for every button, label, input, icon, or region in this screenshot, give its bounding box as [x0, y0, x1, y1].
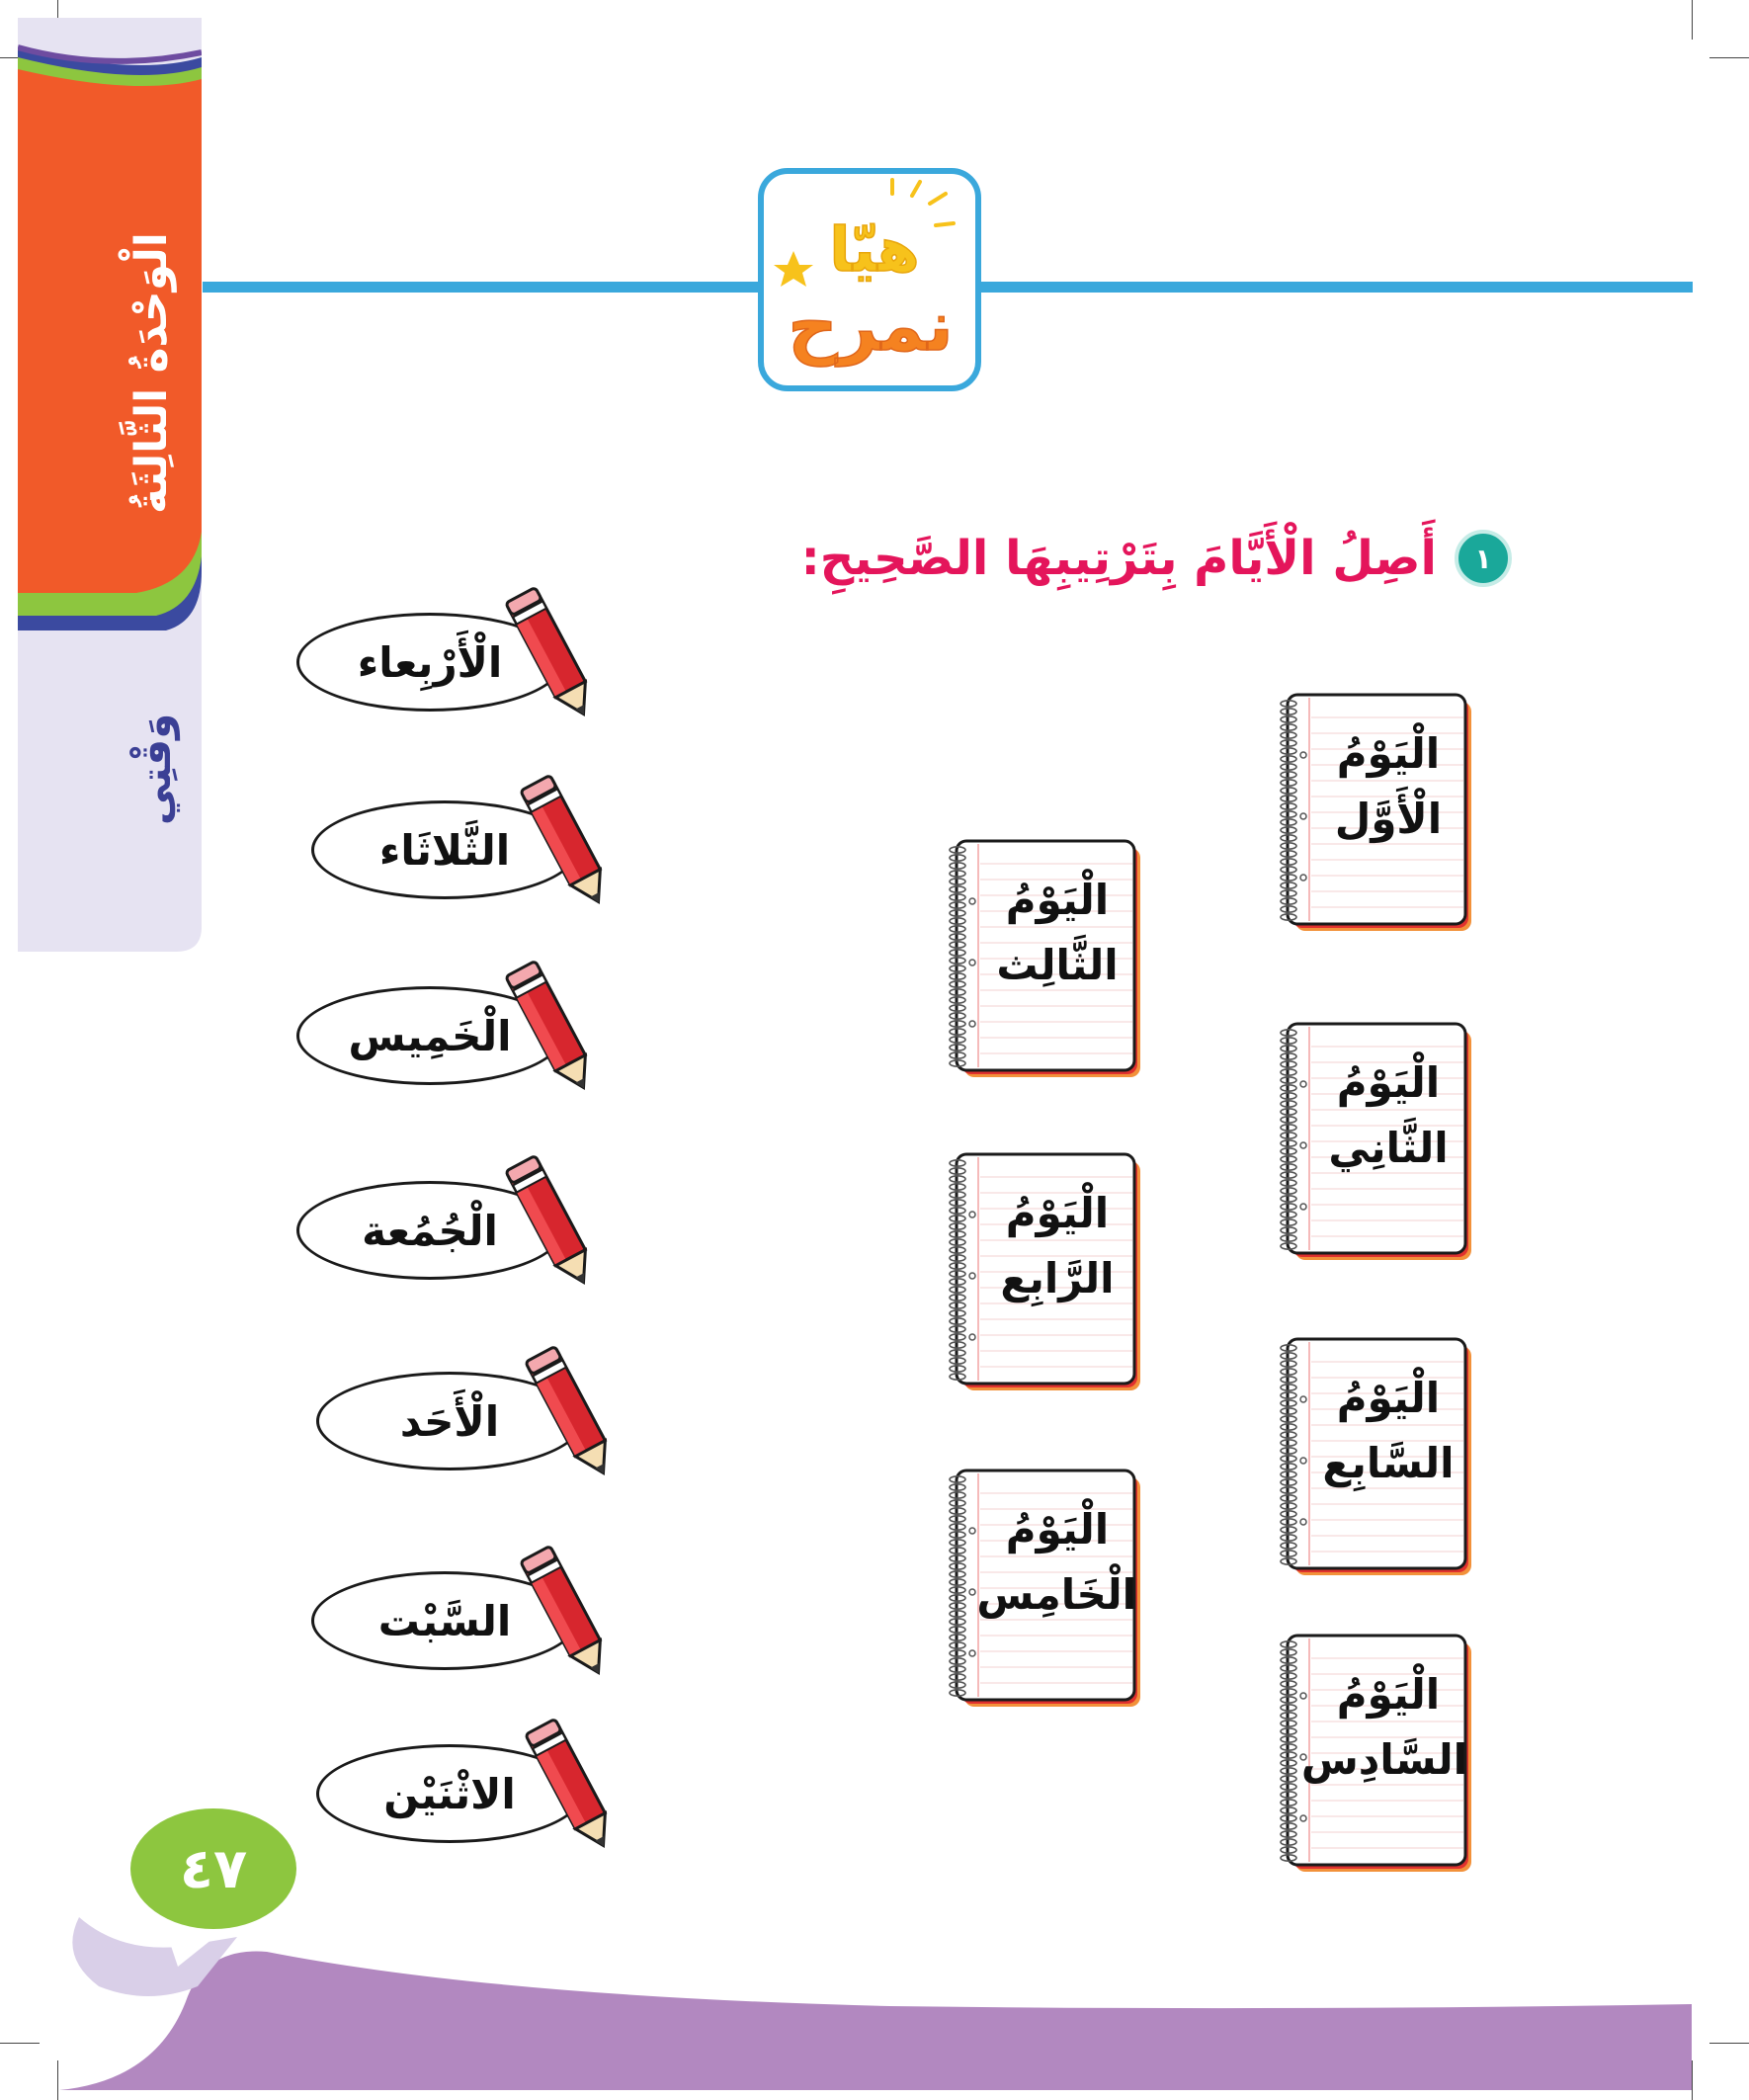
notebook-card[interactable] — [949, 838, 1146, 1080]
pencil-icon — [489, 583, 618, 731]
unit-title: الْوَحْدَةُ الثَّالِثَةُ — [126, 232, 177, 515]
instruction-text: أَصِلُ الْأَيَّامَ بِتَرْتِيبِهَا الصَّحِيحِ: — [800, 531, 1437, 586]
day-option[interactable] — [296, 957, 623, 1105]
notebook-line1: الْيَوْمُ — [1005, 876, 1110, 924]
notebook-card[interactable] — [1280, 1021, 1477, 1263]
notebook-line1: الْيَوْمُ — [1336, 1670, 1441, 1719]
notebook-line2: الْأَوَّل — [1334, 795, 1443, 843]
notebook-card[interactable] — [1280, 692, 1477, 934]
pencil-icon — [509, 1342, 637, 1490]
notebook-line1: الْيَوْمُ — [1005, 1505, 1110, 1554]
day-label: الْجُمُعة — [296, 1181, 563, 1280]
notebook-line2: الْخَامِس — [976, 1570, 1136, 1619]
day-label: الاثْنَيْن — [316, 1744, 583, 1843]
notebook-line1: الْيَوْمُ — [1336, 1374, 1441, 1422]
pencil-icon — [504, 771, 632, 919]
notebook-card[interactable] — [1280, 1633, 1477, 1875]
pencil-icon — [509, 1715, 637, 1863]
notebook-line2: السَّابِع — [1322, 1439, 1455, 1487]
day-option[interactable] — [296, 1151, 623, 1300]
day-option[interactable] — [311, 771, 637, 919]
notebook-line2: الثَّالِث — [996, 941, 1119, 989]
day-label: الْأَرْبِعاء — [296, 613, 563, 712]
notebook-card[interactable] — [949, 1468, 1146, 1710]
page-number: ٤٧ — [130, 1808, 296, 1929]
pencil-icon — [489, 957, 618, 1105]
notebook-line2: السَّادِس — [1300, 1735, 1467, 1784]
day-label: الْخَمِيس — [296, 986, 563, 1085]
notebook-line2: الرَّابِع — [1000, 1254, 1115, 1302]
page-number-badge — [59, 1808, 247, 2006]
day-label: الثَّلاثَاء — [311, 800, 578, 899]
day-option[interactable] — [296, 583, 623, 731]
badge-logo — [764, 174, 975, 385]
lets-have-fun-badge — [758, 168, 981, 391]
exercise-instruction — [731, 524, 1512, 593]
notebook-line1: الْيَوْمُ — [1336, 1058, 1441, 1107]
day-option[interactable] — [311, 1542, 637, 1690]
crop-mark — [1709, 57, 1749, 58]
notebook-line2: الثَّانِي — [1328, 1124, 1449, 1172]
notebook-line1: الْيَوْمُ — [1336, 729, 1441, 778]
day-option[interactable] — [316, 1715, 642, 1863]
crop-mark — [1692, 0, 1693, 40]
notebook-line1: الْيَوْمُ — [1005, 1189, 1110, 1237]
notebook-card[interactable] — [1280, 1336, 1477, 1578]
day-label: السَّبْت — [311, 1571, 578, 1670]
pencil-icon — [504, 1542, 632, 1690]
exercise-number: ١ — [1455, 530, 1512, 587]
unit-subtitle: وَقْتِي — [131, 713, 180, 825]
day-label: الْأَحَد — [316, 1372, 583, 1470]
footer-wave — [0, 1907, 1749, 2100]
pencil-icon — [489, 1151, 618, 1300]
svg-text:نمرح: نمرح — [788, 286, 954, 367]
day-option[interactable] — [316, 1342, 642, 1490]
svg-text:هيّا: هيّا — [829, 213, 920, 286]
notebook-card[interactable] — [949, 1151, 1146, 1393]
unit-side-tab — [18, 18, 202, 952]
